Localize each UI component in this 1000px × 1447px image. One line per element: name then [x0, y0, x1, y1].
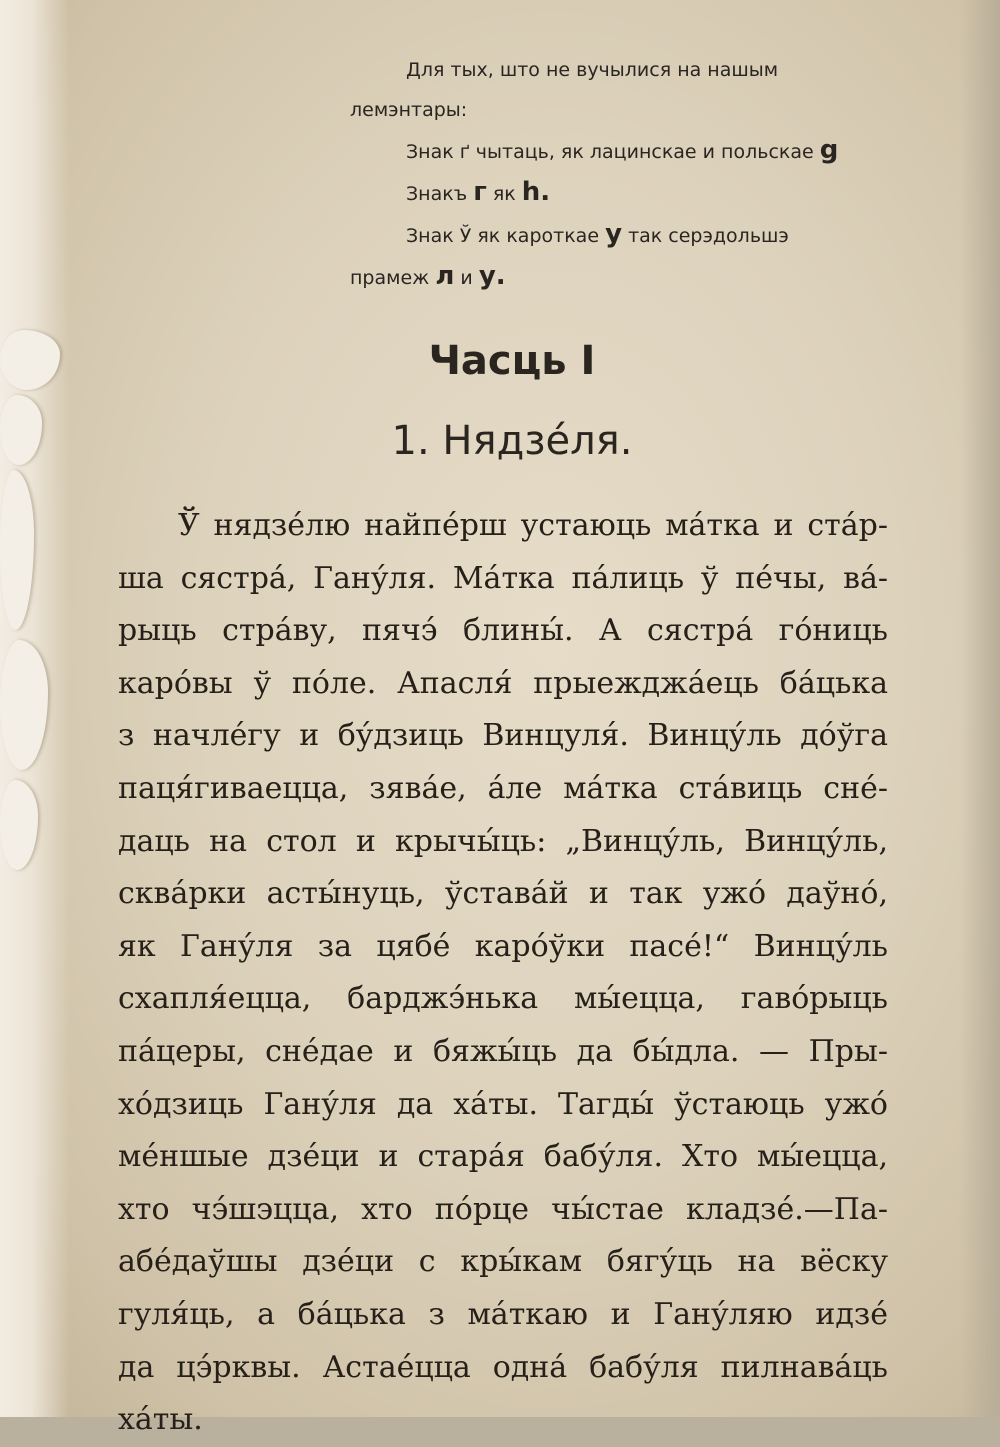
note-line [350, 214, 910, 256]
body-line: па́церы, сне́дае и бяжы́ць да бы́дла. — Пры- [118, 1033, 888, 1069]
note-glyph: у [605, 219, 623, 249]
chapter-body [118, 500, 888, 1447]
note-glyph: л [435, 261, 455, 291]
body-line: ша сястра́, Гану́ля. Ма́тка па́лиць ў пе́чы, ва́- [118, 560, 888, 596]
body-line: ха́ты. [118, 1402, 203, 1438]
body-line: каро́вы ў по́ле. Апасля́ прыежджа́ець ба́цька [118, 665, 888, 701]
body-line: рыць стра́ву, пячэ́ блины́. А сястра́ го́ниць [118, 613, 888, 649]
body-line: схапля́ецца, барджэ́нька мы́ецца, гаво́рыць [118, 981, 888, 1017]
body-line: з начле́гу и бу́дзиць Винцуля́. Винцу́ль до́ўга [118, 718, 888, 754]
note-glyph: h. [521, 177, 551, 207]
note-line [350, 256, 910, 298]
body-line: як Гану́ля за цябе́ каро́ўки пасе́!“ Винцу́ль [118, 928, 888, 964]
body-line: даць на стол и крычы́ць: „Винцу́ль, Винцу́ль, [118, 823, 888, 859]
body-line: абе́даўшы дзе́ци с кры́кам бягу́ць на вёску [118, 1244, 888, 1280]
note-text: Знакъ [406, 183, 468, 205]
body-line: паця́гиваецца, зява́е, а́ле ма́тка ста́виць сне́- [118, 770, 888, 806]
note-glyph: g [819, 135, 839, 165]
note-line: Для тых, што не вучылися на нашым [406, 59, 779, 81]
note-text: Знак ґ чытаць, як лацинскае и польскае [406, 141, 814, 163]
chapter-heading: 1. Нядзе́ля. [391, 418, 633, 464]
reading-note [350, 50, 910, 298]
body-line: да цэ́рквы. Астае́цца одна́ бабу́ля пилнава́ць [118, 1349, 888, 1385]
body-line: сква́рки асты́нуць, ўстава́й и так ужо́ даўно́, [118, 876, 888, 912]
note-text: Знак Ў як кароткае [406, 225, 600, 247]
page-right-edge [960, 0, 1000, 1417]
note-text: и [460, 267, 473, 289]
body-line: хо́дзиць Гану́ля да ха́ты. Тагды́ ўстаюць ужо́ [118, 1086, 888, 1122]
note-glyph: г [473, 177, 487, 207]
body-line: хто чэ́шэцца, хто по́рце чы́стае кладзе́.—Па- [118, 1191, 888, 1227]
body-line: ме́ншые дзе́ци и стара́я бабу́ля. Хто мы́ецца, [118, 1139, 888, 1175]
body-line: Ў нядзе́лю найпе́рш устаюць ма́тка и ста́р- [178, 508, 888, 543]
note-line: лемэнтары: [350, 99, 468, 121]
note-text: прамеж [350, 267, 430, 289]
body-line: гуля́ць, а ба́цька з ма́ткаю и Гану́ляю идзе́ [118, 1296, 888, 1332]
note-glyph: у. [478, 261, 506, 291]
note-line [350, 172, 910, 214]
part-heading: Часць I [428, 338, 596, 384]
note-text: так серэдольшэ [628, 225, 789, 247]
note-line [350, 130, 910, 172]
note-text: як [492, 183, 516, 205]
